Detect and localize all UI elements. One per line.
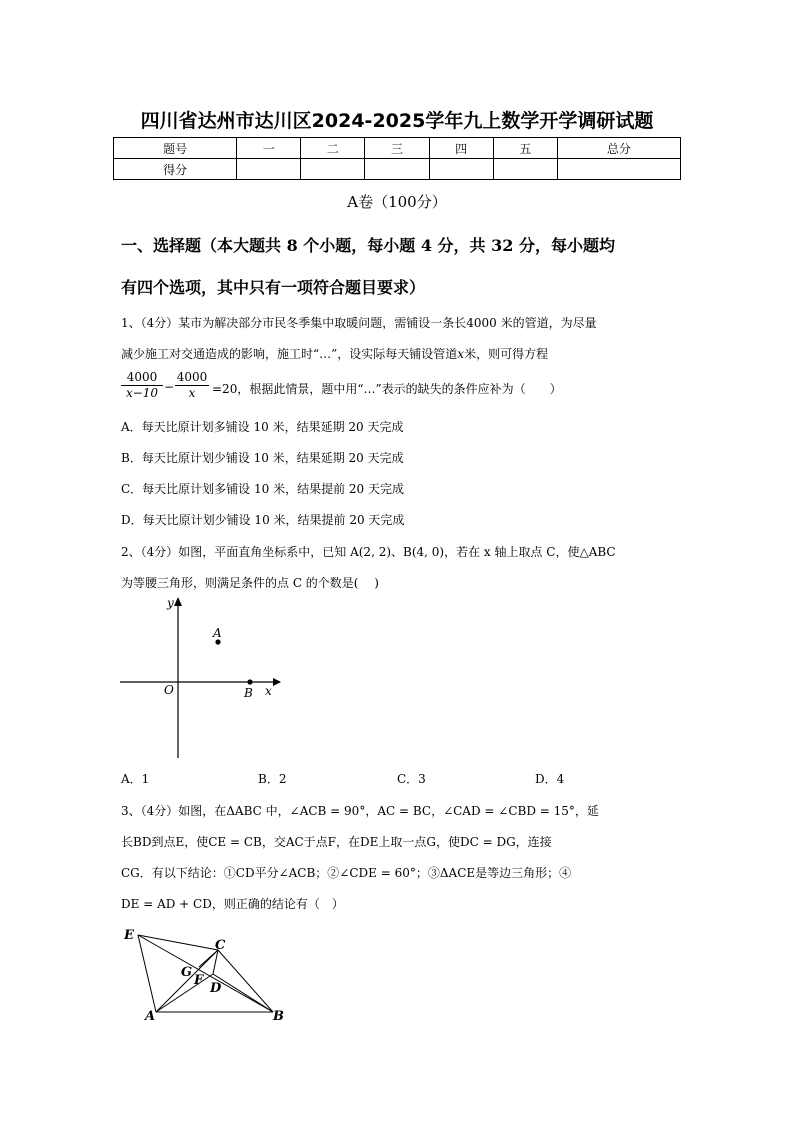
table-cell: 四 [429,138,493,159]
q3-triangle-figure [118,922,293,1027]
q1-option-c[interactable]: C．每天比原计划多铺设 10 米，结果提前 20 天完成 [121,482,404,496]
x-axis-label: x [265,684,272,698]
y-axis-arrow-icon [174,597,182,606]
q1-line1: 1、（4分）某市为解决部分市民冬季集中取暖问题，需铺设一条长4000 米的管道，为尽量 [121,316,597,330]
point-b-label: B [244,686,253,700]
score-blank[interactable] [237,159,301,180]
q3-line3: CG．有以下结论：①CD平分∠ACB；②∠CDE = 60°；③ΔACE是等边三角形；④ [121,866,572,880]
q2-line2: 为等腰三角形，则满足条件的点 C 的个数是( ) [121,576,379,590]
origin-label: O [164,683,174,697]
score-table [113,137,681,180]
q2-line1: 2、（4分）如图，平面直角坐标系中，已知 A(2, 2)、B(4, 0)，若在 x 轴上取点 C，使△ABC [121,545,616,559]
label-g: G [181,965,193,980]
x-axis-arrow-icon [273,678,281,686]
score-table-header-row [114,138,681,159]
y-axis-label: y [167,596,174,610]
q3-line2: 长BD到点E，使CE = CB，交AC于点F，在DE上取一点G，使DC = DG，连接 [121,835,552,849]
section-heading-line1: 一、选择题（本大题共 8 个小题，每小题 4 分，共 32 分，每小题均 [121,236,615,255]
q1-option-b[interactable]: B．每天比原计划少铺设 10 米，结果延期 20 天完成 [121,451,404,465]
q2-option-c[interactable]: C．3 [397,772,426,786]
table-cell: 五 [493,138,557,159]
score-blank[interactable] [429,159,493,180]
q3-line4: DE = AD + CD，则正确的结论有（ ） [121,897,344,911]
score-blank[interactable] [301,159,365,180]
q1-minus: − [164,380,175,394]
point-a [215,639,220,644]
q2-coordinate-figure [115,592,285,762]
score-blank[interactable] [365,159,429,180]
q1-line3: =20，根据此情景，题中用“…”表示的缺失的条件应补为（ ） [212,382,562,396]
q1-option-a[interactable]: A．每天比原计划多铺设 10 米，结果延期 20 天完成 [121,420,404,434]
q2-option-a[interactable]: A．1 [121,772,150,786]
page-title: 四川省达州市达川区2024-2025学年九上数学开学调研试题 [140,110,654,132]
label-a: A [145,1009,156,1024]
label-b: B [273,1009,284,1024]
score-blank[interactable] [493,159,557,180]
q1-fraction-1 [121,370,163,400]
q1-option-d[interactable]: D．每天比原计划少铺设 10 米，结果提前 20 天完成 [121,513,405,527]
table-cell: 得分 [114,159,237,180]
section-heading-line2: 有四个选项，其中只有一项符合题目要求） [121,278,426,297]
q1-variable: x [457,347,465,361]
q1-line2b: 米，则可得方程 [464,347,549,361]
table-cell: 题号 [114,138,237,159]
q1-fraction-2 [175,370,209,400]
fraction-denominator: x−10 [121,385,163,400]
q2-option-d[interactable]: D．4 [535,772,565,786]
table-cell: 总分 [557,138,680,159]
q2-option-b[interactable]: B．2 [258,772,287,786]
table-cell: 二 [301,138,365,159]
volume-heading: A卷（100分） [347,193,447,211]
score-blank[interactable] [557,159,680,180]
table-cell: 三 [365,138,429,159]
label-c: C [215,938,226,953]
q1-line2 [121,345,681,364]
fraction-denominator: x [175,385,209,400]
point-a-label: A [213,626,222,640]
point-b [247,679,252,684]
label-f: F [194,973,204,988]
score-table-score-row [114,159,681,180]
table-cell: 一 [237,138,301,159]
label-d: D [210,981,222,996]
fraction-numerator: 4000 [176,370,208,384]
fraction-numerator: 4000 [126,370,158,384]
q1-line2a: 减少施工对交通造成的影响，施工时“…”，设实际每天铺设管道 [121,347,458,361]
q3-line1: 3、（4分）如图，在ΔABC 中，∠ACB = 90°，AC = BC，∠CAD = ∠CBD = 15°，延 [121,804,599,818]
label-e: E [124,928,134,943]
